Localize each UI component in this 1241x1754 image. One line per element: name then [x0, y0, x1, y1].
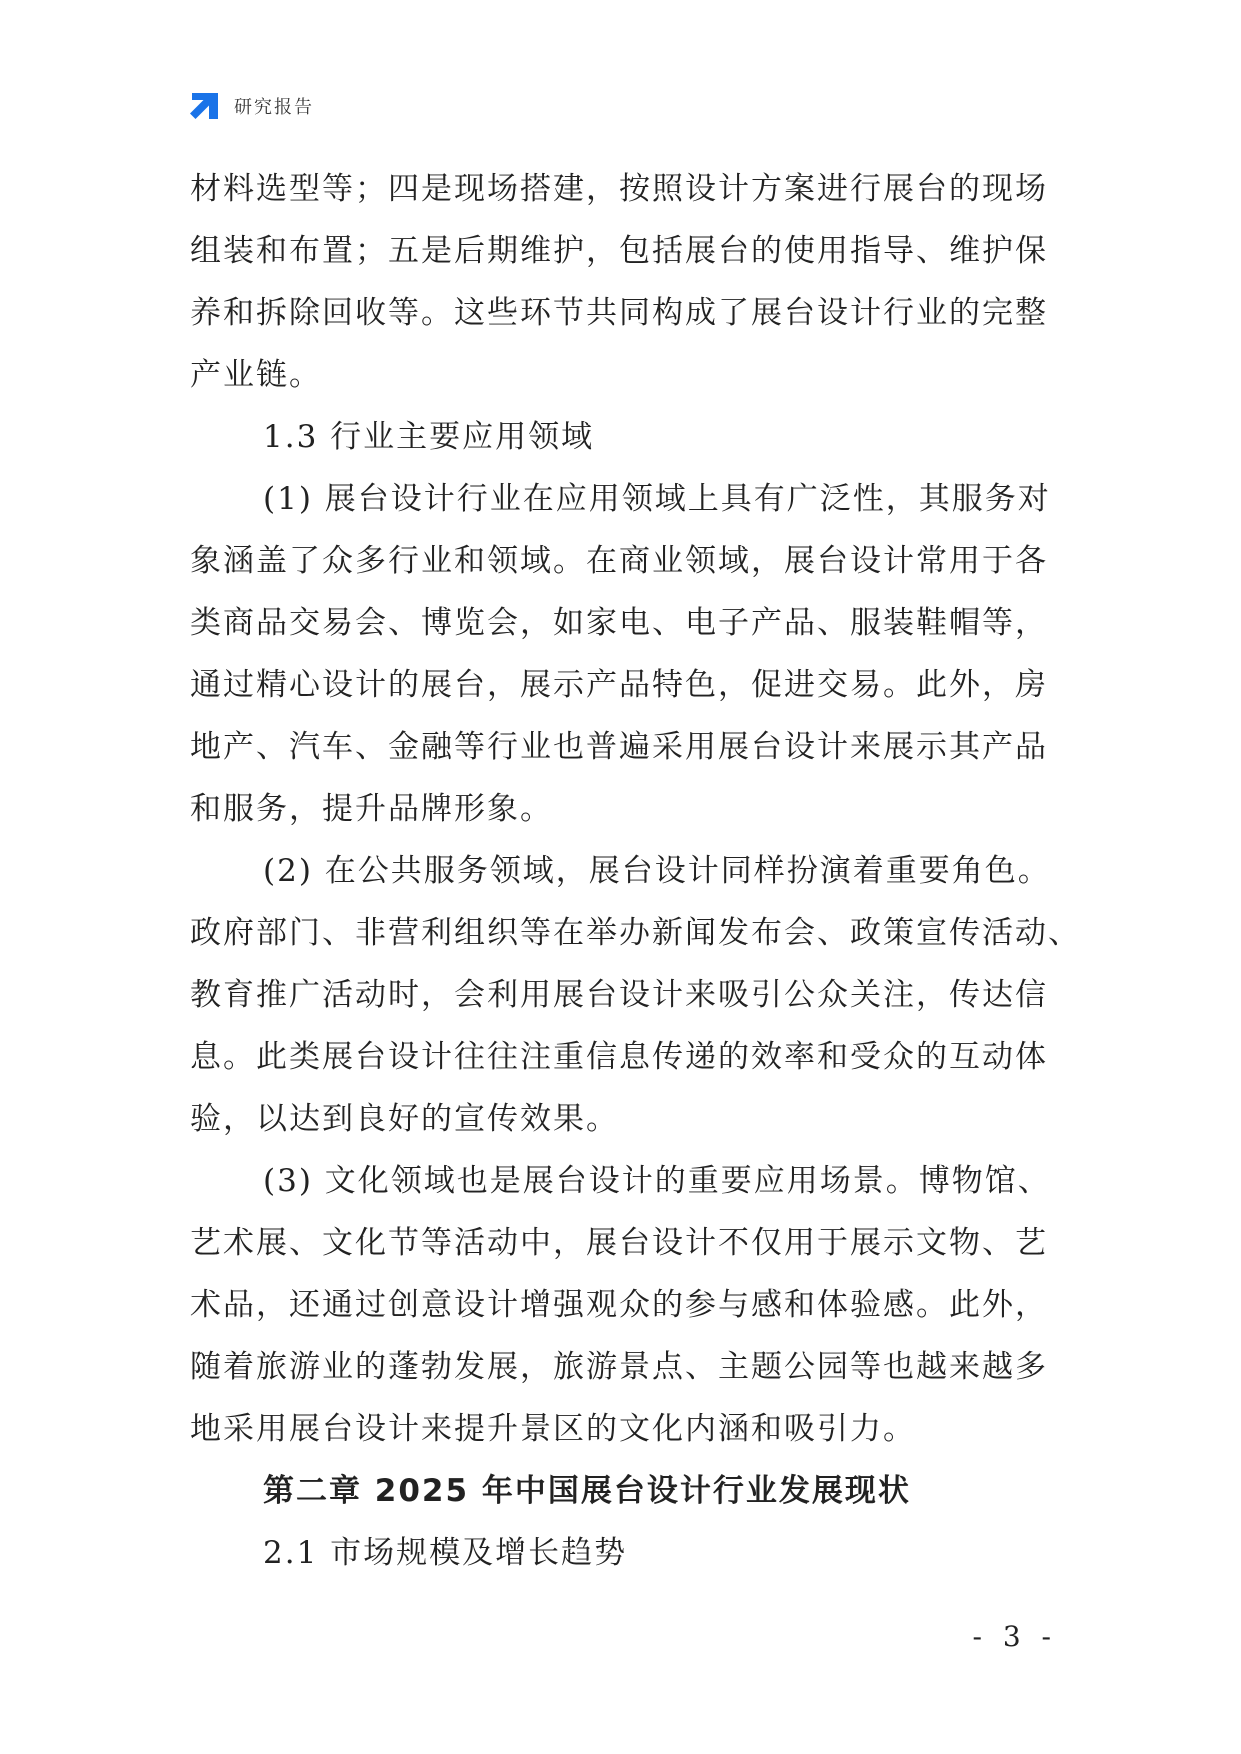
body-line: 随着旅游业的蓬勃发展，旅游景点、主题公园等也越来越多 [190, 1349, 1048, 1385]
body-line: 艺术展、文化节等活动中，展台设计不仅用于展示文物、艺 [190, 1225, 1048, 1261]
body-line: 教育推广活动时，会利用展台设计来吸引公众关注，传达信 [190, 977, 1048, 1013]
body-line: 类商品交易会、博览会，如家电、电子产品、服装鞋帽等， [190, 605, 1048, 641]
body-line: 通过精心设计的展台，展示产品特色，促进交易。此外，房 [190, 667, 1048, 703]
body-line: (3) 文化领域也是展台设计的重要应用场景。博物馆、 [263, 1163, 1051, 1199]
section-heading-1-3: 1.3 行业主要应用领域 [263, 419, 595, 455]
arrow-logo-icon [188, 89, 222, 123]
section-heading-2-1: 2.1 市场规模及增长趋势 [263, 1535, 628, 1571]
body-line: (2) 在公共服务领域，展台设计同样扮演着重要角色。 [263, 853, 1051, 889]
body-line: 地采用展台设计来提升景区的文化内涵和吸引力。 [190, 1411, 916, 1447]
body-line: 验，以达到良好的宣传效果。 [190, 1101, 619, 1137]
document-body [190, 158, 1081, 1584]
body-line: 产业链。 [190, 357, 322, 393]
body-line: 养和拆除回收等。这些环节共同构成了展台设计行业的完整 [190, 295, 1048, 331]
body-line: 地产、汽车、金融等行业也普遍采用展台设计来展示其产品 [190, 729, 1048, 765]
body-line: 组装和布置；五是后期维护，包括展台的使用指导、维护保 [190, 233, 1048, 269]
body-line: 和服务，提升品牌形象。 [190, 791, 553, 827]
report-header [188, 88, 314, 124]
body-line: 材料选型等；四是现场搭建，按照设计方案进行展台的现场 [190, 171, 1048, 207]
chapter-heading: 第二章 2025 年中国展台设计行业发展现状 [263, 1473, 911, 1509]
header-title: 研究报告 [234, 97, 314, 118]
body-line: (1) 展台设计行业在应用领域上具有广泛性，其服务对 [263, 481, 1051, 517]
body-line: 政府部门、非营利组织等在举办新闻发布会、政策宣传活动、 [190, 915, 1081, 951]
page-number: - 3 - [972, 1620, 1057, 1653]
body-line: 术品，还通过创意设计增强观众的参与感和体验感。此外， [190, 1287, 1048, 1323]
body-line: 象涵盖了众多行业和领域。在商业领域，展台设计常用于各 [190, 543, 1048, 579]
body-line: 息。此类展台设计往往注重信息传递的效率和受众的互动体 [190, 1039, 1048, 1075]
